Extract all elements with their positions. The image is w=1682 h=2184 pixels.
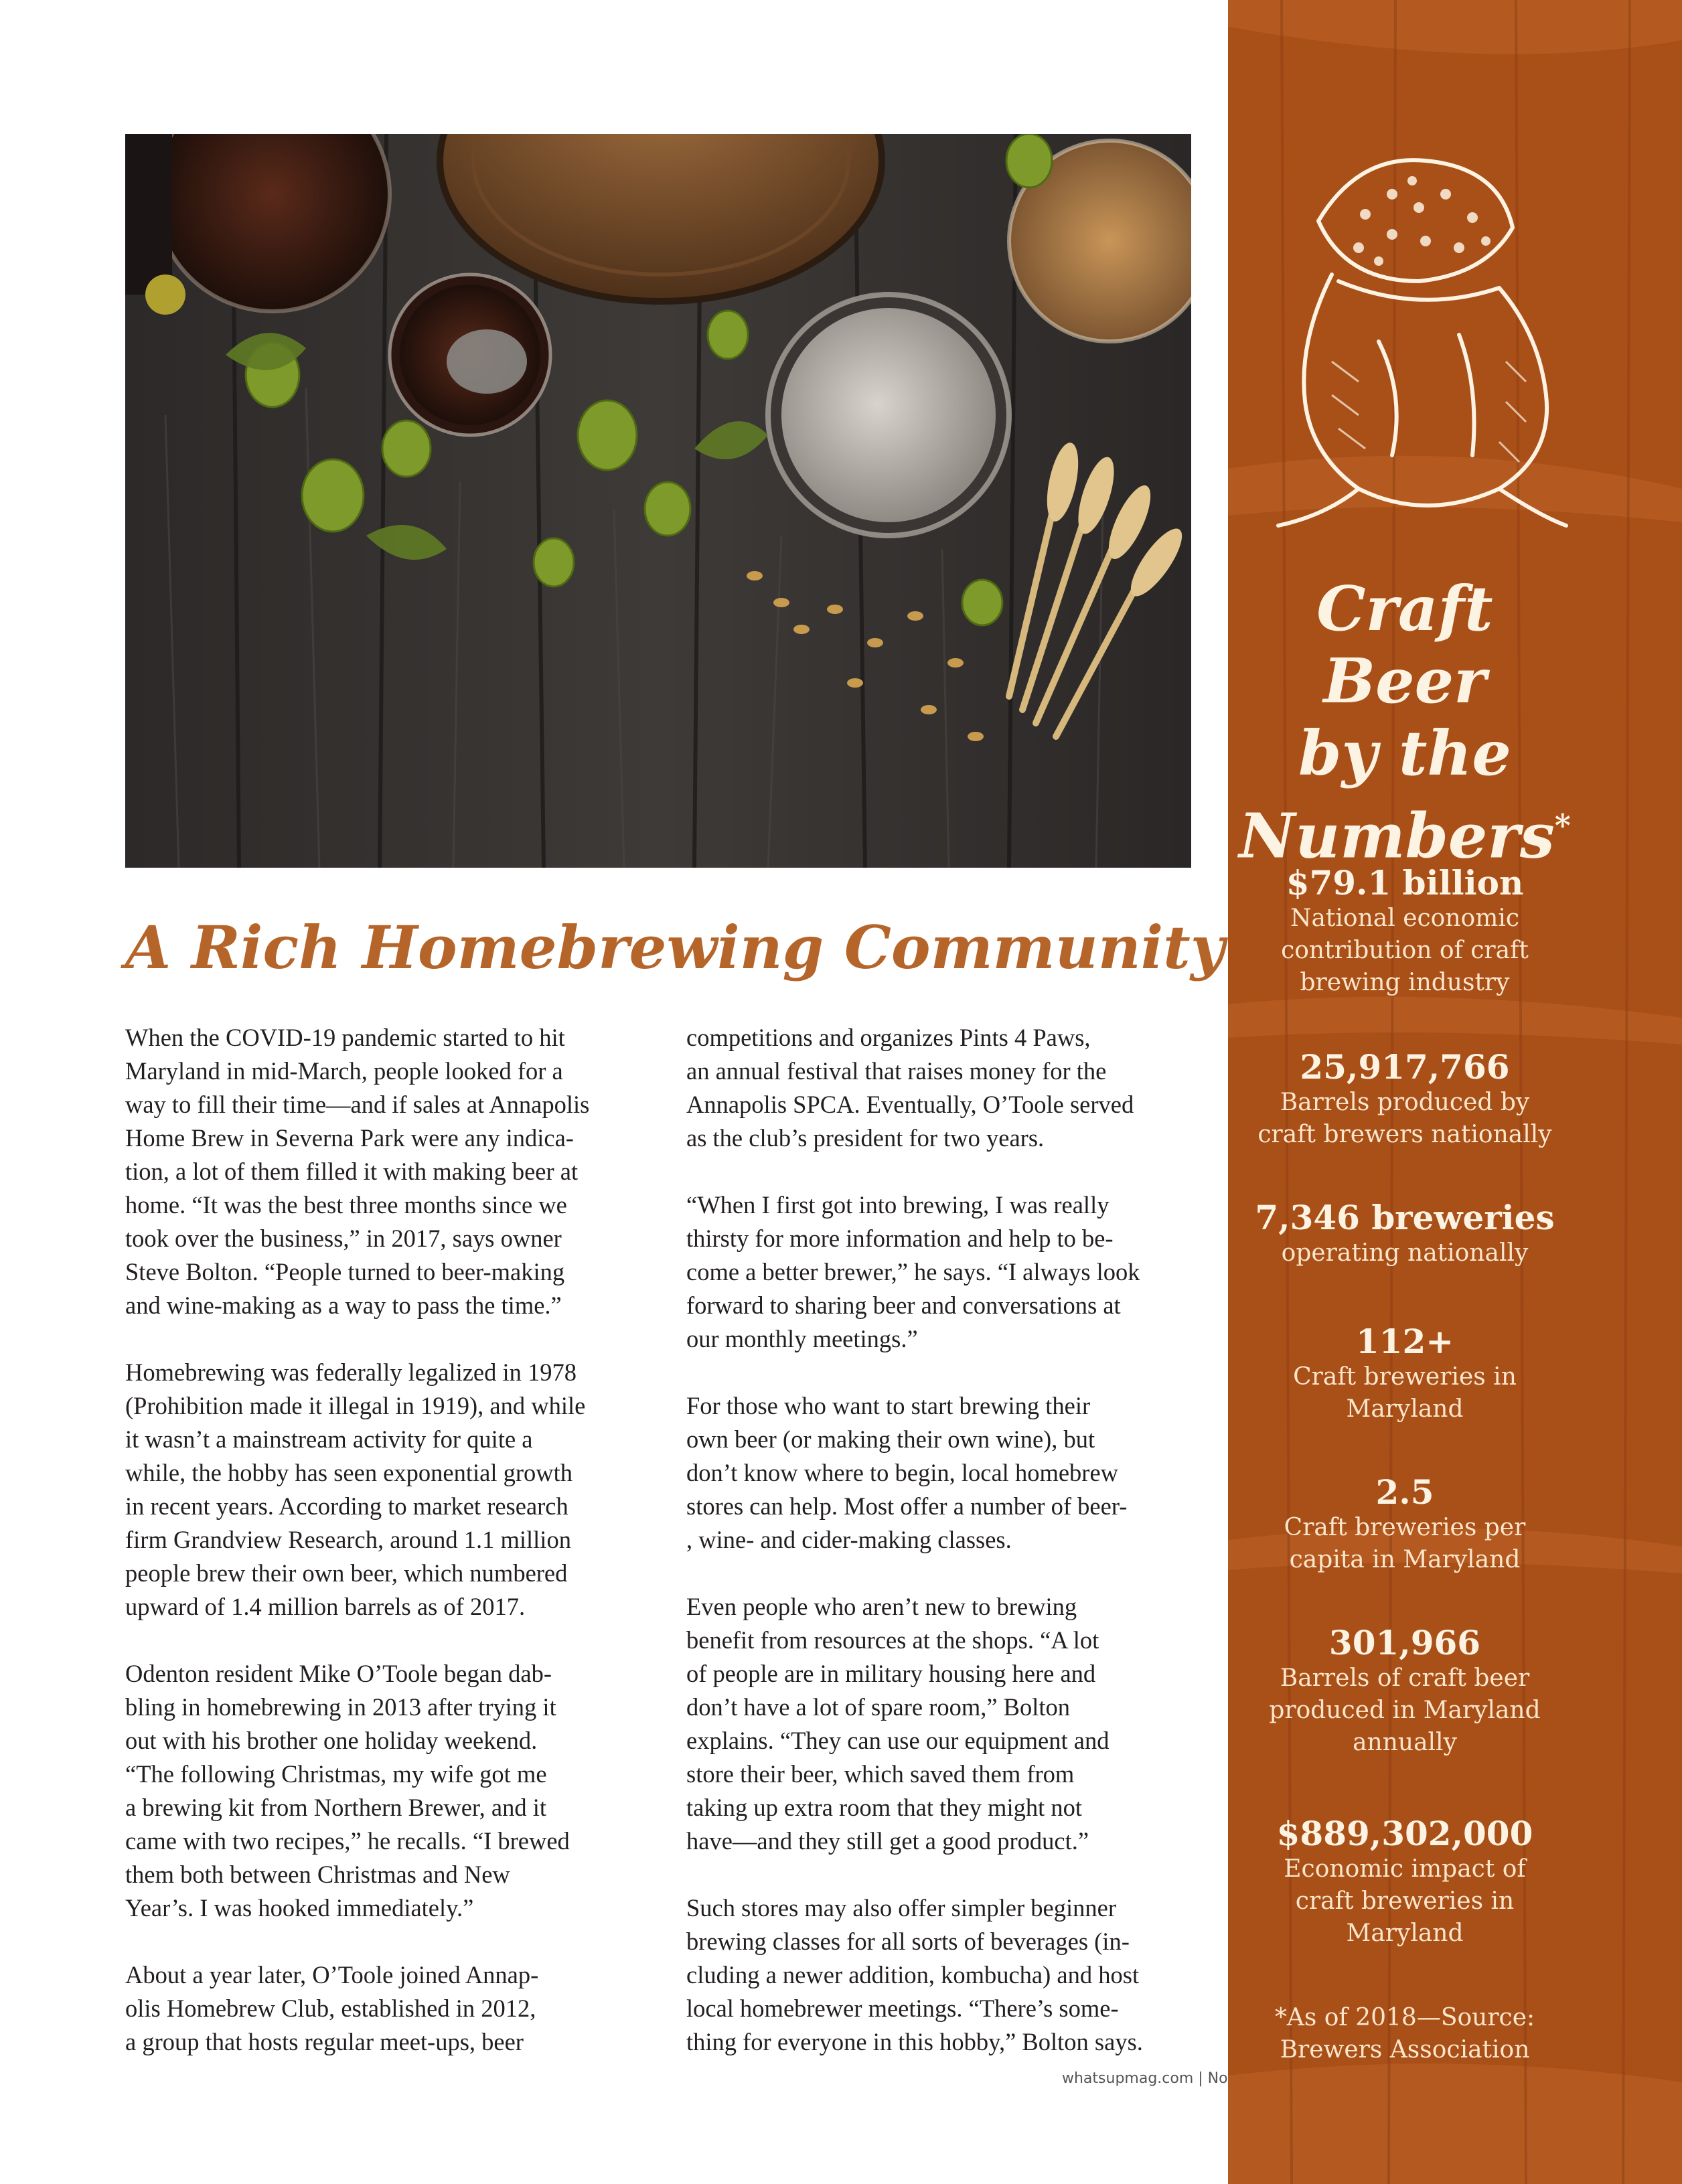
- text-line: don’t have a lot of spare room,” Bolton: [686, 1693, 1071, 1721]
- text-line: while, the hobby has seen exponential growth: [125, 1459, 572, 1486]
- stat-value: 2.5: [1375, 1472, 1434, 1512]
- stat-label-line: Barrels of craft beer: [1280, 1664, 1530, 1692]
- page-footer: whatsupmag.com | No: [1062, 2070, 1228, 2087]
- stat-item: [1228, 1814, 1582, 1950]
- title-asterisk: *: [1554, 807, 1571, 844]
- paragraph: [125, 1021, 654, 1322]
- text-line: explains. “They can use our equipment and: [686, 1727, 1110, 1754]
- text-line: have—and they still get a good product.”: [686, 1827, 1089, 1855]
- text-line: benefit from resources at the shops. “A lot: [686, 1626, 1099, 1654]
- stat-item: [1228, 1473, 1582, 1576]
- stat-label-line: craft brewers nationally: [1257, 1121, 1552, 1148]
- text-line: firm Grandview Research, around 1.1 million: [125, 1526, 571, 1553]
- text-line: “The following Christmas, my wife got me: [125, 1760, 547, 1788]
- text-line: out with his brother one holiday weekend.: [125, 1727, 538, 1754]
- text-line: a group that hosts regular meet-ups, beer: [125, 2028, 524, 2055]
- text-line: tion, a lot of them filled it with making beer at: [125, 1158, 579, 1185]
- paragraph: [125, 1356, 654, 1624]
- stat-value: $889,302,000: [1276, 1814, 1533, 1853]
- text-line: For those who want to start brewing their: [686, 1392, 1091, 1419]
- text-line: an annual festival that raises money for the: [686, 1057, 1107, 1085]
- stat-item: [1228, 864, 1582, 999]
- stat-label-line: annually: [1353, 1729, 1457, 1756]
- text-line: and wine-making as a way to pass the time.”: [125, 1292, 562, 1319]
- sidebar-title-line: Craft Beer: [1316, 572, 1493, 717]
- source-note: [1228, 2002, 1582, 2066]
- text-line: (Prohibition made it illegal in 1919), and while: [125, 1392, 586, 1419]
- paragraph: [686, 1188, 1215, 1356]
- text-line: as the club’s president for two years.: [686, 1124, 1045, 1152]
- grain-sack-icon: [1258, 141, 1573, 529]
- stat-item: [1228, 1048, 1582, 1151]
- text-line: a brewing kit from Northern Brewer, and it: [125, 1794, 546, 1821]
- article-column-right: [686, 1021, 1215, 2059]
- text-line: stores can help. Most offer a number of beer-: [686, 1492, 1128, 1520]
- stat-label-line: produced in Maryland: [1269, 1697, 1541, 1724]
- text-line: thirsty for more information and help to be-: [686, 1225, 1114, 1252]
- text-line: thing for everyone in this hobby,” Bolton says.: [686, 2028, 1143, 2055]
- text-line: taking up extra room that they might not: [686, 1794, 1082, 1821]
- text-line: Homebrewing was federally legalized in 1978: [125, 1358, 577, 1386]
- text-line: forward to sharing beer and conversations at: [686, 1292, 1121, 1319]
- stat-label: [1228, 1662, 1582, 1759]
- stat-label-line: Craft breweries per: [1284, 1514, 1526, 1541]
- text-line: store their beer, which saved them from: [686, 1760, 1075, 1788]
- stat-value: 112+: [1355, 1322, 1454, 1361]
- paragraph: [125, 1657, 654, 1925]
- text-line: Maryland in mid-March, people looked for a: [125, 1057, 563, 1085]
- stat-label: [1228, 1237, 1582, 1269]
- article-headline: A Rich Homebrewing Community: [125, 913, 1225, 982]
- text-line: don’t know where to begin, local homebrew: [686, 1459, 1119, 1486]
- text-line: olis Homebrew Club, established in 2012,: [125, 1995, 536, 2022]
- stat-value: 25,917,766: [1300, 1047, 1510, 1087]
- text-line: bling in homebrewing in 2013 after trying it: [125, 1693, 556, 1721]
- text-line: Steve Bolton. “People turned to beer-making: [125, 1258, 565, 1285]
- text-line: Home Brew in Severna Park were any indica-: [125, 1124, 574, 1152]
- text-line: cluding a newer addition, kombucha) and host: [686, 1961, 1140, 1988]
- text-line: came with two recipes,” he recalls. “I brewed: [125, 1827, 570, 1855]
- text-line: in recent years. According to market research: [125, 1492, 568, 1520]
- sidebar-panel: [1228, 0, 1682, 2184]
- stat-label: [1228, 1853, 1582, 1950]
- stat-label-line: capita in Maryland: [1289, 1546, 1521, 1573]
- stat-label: [1228, 1087, 1582, 1151]
- text-line: own beer (or making their own wine), but: [686, 1425, 1095, 1453]
- paragraph: [686, 1021, 1215, 1155]
- text-line: our monthly meetings.”: [686, 1325, 918, 1352]
- stat-label-line: craft breweries in: [1295, 1887, 1515, 1915]
- text-line: home. “It was the best three months since we: [125, 1191, 567, 1219]
- stat-label-line: Barrels produced by: [1280, 1089, 1530, 1116]
- text-line: way to fill their time—and if sales at Annapolis: [125, 1091, 590, 1118]
- text-line: When the COVID-19 pandemic started to hit: [125, 1024, 565, 1051]
- paragraph: [686, 1590, 1215, 1858]
- article-column-left: [125, 1021, 654, 2059]
- sidebar-title: [1228, 572, 1582, 872]
- text-line: Year’s. I was hooked immediately.”: [125, 1894, 474, 1922]
- stat-label: [1228, 1361, 1582, 1425]
- stat-label-line: Maryland: [1346, 1920, 1464, 1947]
- text-line: come a better brewer,” he says. “I always look: [686, 1258, 1140, 1285]
- text-line: About a year later, O’Toole joined Annap-: [125, 1961, 539, 1988]
- text-line: “When I first got into brewing, I was really: [686, 1191, 1110, 1219]
- stat-label-line: Economic impact of: [1284, 1855, 1526, 1883]
- source-note-line: Brewers Association: [1280, 2036, 1530, 2063]
- stat-label-line: contribution of craft: [1281, 937, 1529, 964]
- stat-value: 7,346 breweries: [1255, 1198, 1555, 1237]
- stat-item: [1228, 1198, 1582, 1269]
- sidebar-title-line: Numbers*: [1239, 799, 1571, 872]
- stat-value: 301,966: [1328, 1623, 1481, 1662]
- stat-label-line: Craft breweries in: [1293, 1363, 1517, 1391]
- stat-label: [1228, 1512, 1582, 1576]
- paragraph: [686, 1891, 1215, 2059]
- stat-item: [1228, 1624, 1582, 1759]
- text-line: local homebrewer meetings. “There’s some-: [686, 1995, 1119, 2022]
- hero-photo: [125, 134, 1191, 868]
- text-line: it wasn’t a mainstream activity for quite a: [125, 1425, 533, 1453]
- stat-value: $79.1 billion: [1286, 863, 1524, 903]
- text-line: them both between Christmas and New: [125, 1861, 510, 1888]
- text-line: Annapolis SPCA. Eventually, O’Toole served: [686, 1091, 1134, 1118]
- stat-label-line: brewing industry: [1300, 969, 1510, 996]
- text-line: upward of 1.4 million barrels as of 2017.: [125, 1593, 526, 1620]
- beer-still-life-image: [125, 134, 1191, 868]
- text-line: Odenton resident Mike O’Toole began dab-: [125, 1660, 552, 1687]
- text-line: Such stores may also offer simpler beginner: [686, 1894, 1116, 1922]
- stat-label-line: National economic: [1290, 905, 1520, 932]
- text-line: , wine- and cider-making classes.: [686, 1526, 1012, 1553]
- text-line: of people are in military housing here and: [686, 1660, 1096, 1687]
- stat-item: [1228, 1322, 1582, 1425]
- stat-label-line: Maryland: [1346, 1395, 1464, 1423]
- text-line: took over the business,” in 2017, says owner: [125, 1225, 562, 1252]
- paragraph: [125, 1958, 654, 2059]
- text-line: Even people who aren’t new to brewing: [686, 1593, 1077, 1620]
- paragraph: [686, 1389, 1215, 1557]
- text-line: competitions and organizes Pints 4 Paws,: [686, 1024, 1091, 1051]
- sidebar-title-line: by the: [1298, 717, 1511, 789]
- source-note-line: *As of 2018—Source:: [1274, 2004, 1535, 2031]
- stat-label: [1228, 903, 1582, 999]
- stat-label-line: operating nationally: [1281, 1239, 1529, 1267]
- text-line: people brew their own beer, which numbered: [125, 1559, 568, 1587]
- text-line: brewing classes for all sorts of beverages (in-: [686, 1928, 1130, 1955]
